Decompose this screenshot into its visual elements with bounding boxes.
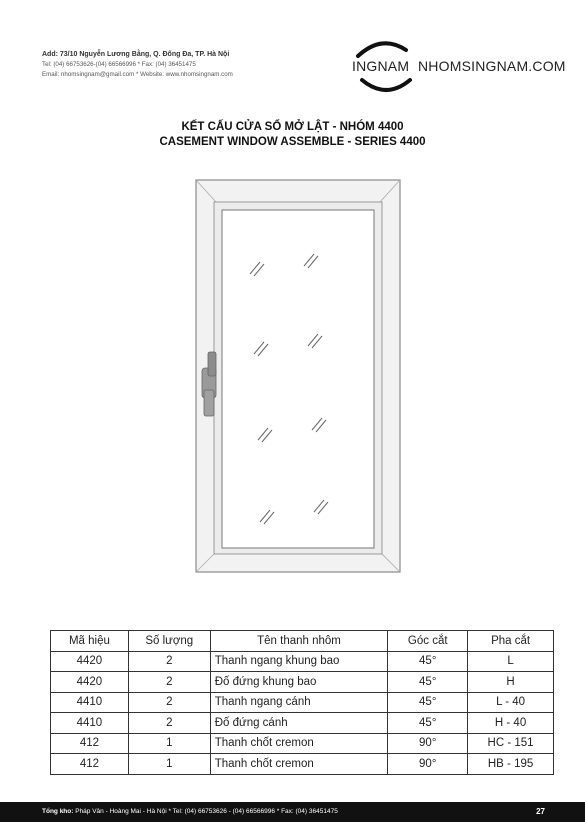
cell-quantity: 2 [128,672,210,693]
cell-quantity: 1 [128,733,210,754]
page-title-vi: KẾT CẤU CỬA SỔ MỞ LẬT - NHÓM 4400 [181,121,404,133]
cell-profile-name: Thanh chốt cremon [210,733,388,754]
cell-profile-name: Thanh ngang cánh [210,692,388,713]
cell-quantity: 1 [128,754,210,775]
col-quantity: Số lượng [128,631,210,652]
cell-cut-length: HC - 151 [468,733,554,754]
page-footer [0,802,585,822]
website-label: NHOMSINGNAM.COM [418,58,566,74]
cell-profile-name: Thanh ngang khung bao [210,651,388,672]
cell-quantity: 2 [128,651,210,672]
cell-profile-name: Đố đứng cánh [210,713,388,734]
cell-code: 4420 [51,672,129,693]
cell-profile-name: Đố đứng khung bao [210,672,388,693]
footer-address: Pháp Vân - Hoàng Mai - Hà Nội * Tel: (04) 66753626 - (04) 66566996 * Fax: (04) 36451475 [75,808,338,815]
cell-quantity: 2 [128,692,210,713]
table-row [51,754,554,775]
cell-cut-angle: 90° [388,733,468,754]
logo-text: INGNAM [352,58,410,74]
table-row [51,733,554,754]
col-profile-name: Tên thanh nhôm [210,631,388,652]
profile-spec-table [50,630,554,775]
cell-cut-angle: 90° [388,754,468,775]
cell-code: 4420 [51,651,129,672]
footer-label: Tổng kho: [42,808,74,815]
cell-profile-name: Thanh chốt cremon [210,754,388,775]
table-row [51,692,554,713]
window-illustration [188,178,408,578]
cell-cut-angle: 45° [388,713,468,734]
cell-cut-length: H [468,672,554,693]
cell-code: 412 [51,754,129,775]
table-row [51,713,554,734]
brand-logo [350,36,570,98]
col-cut-length: Pha cắt [468,631,554,652]
company-phone: Tel: (04) 66753626-(04) 66566996 * Fax: (04) 36451475 [42,61,196,68]
page-title-en: CASEMENT WINDOW ASSEMBLE - SERIES 4400 [159,136,426,148]
table-header-row [51,631,554,652]
table-row [51,651,554,672]
col-cut-angle: Góc cắt [388,631,468,652]
table-row [51,672,554,693]
footer-address-line [42,808,338,815]
cell-code: 4410 [51,692,129,713]
company-email: Email: nhomsingnam@gmail.com * Website: www.nhomsingnam.com [42,71,233,78]
cell-cut-angle: 45° [388,692,468,713]
cell-quantity: 2 [128,713,210,734]
cell-cut-angle: 45° [388,672,468,693]
col-code: Mã hiệu [51,631,129,652]
cell-cut-angle: 45° [388,651,468,672]
page-number: 27 [536,807,545,816]
cell-cut-length: HB - 195 [468,754,554,775]
cell-cut-length: L - 40 [468,692,554,713]
cell-code: 412 [51,733,129,754]
cell-cut-length: L [468,651,554,672]
cell-cut-length: H - 40 [468,713,554,734]
company-address: Add: 73/10 Nguyễn Lương Bằng, Q. Đống Đa, TP. Hà Nội [42,51,230,58]
contact-block [42,50,233,80]
cell-code: 4410 [51,713,129,734]
